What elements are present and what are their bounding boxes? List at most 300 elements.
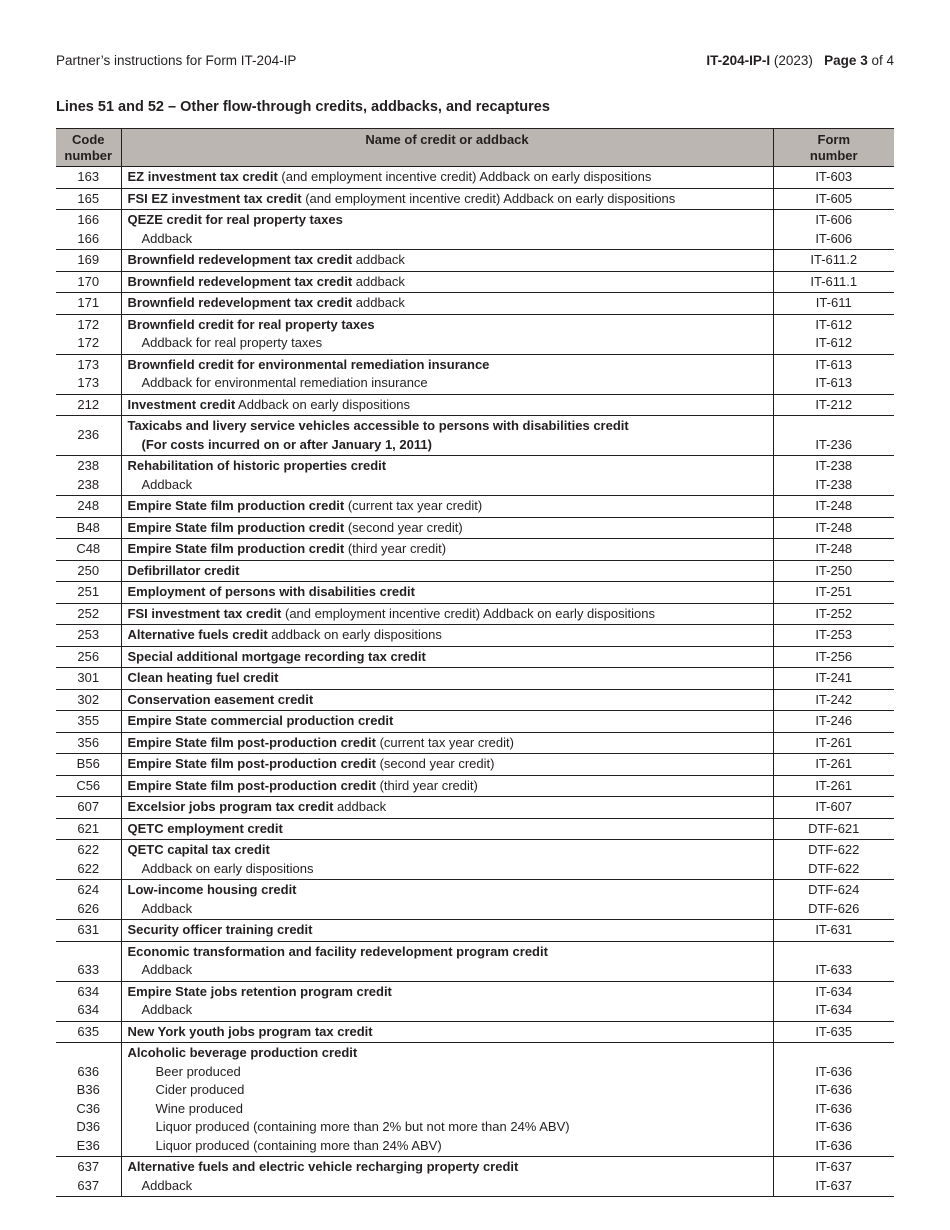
- credit-name-bold: Brownfield redevelopment tax credit: [127, 252, 353, 267]
- credit-name-line: [128, 190, 773, 209]
- form-number-cell: [773, 689, 894, 711]
- code-number: 248: [77, 498, 100, 513]
- form-number: IT-612: [815, 335, 853, 350]
- form-number-cell: [773, 920, 894, 942]
- form-number-cell: [773, 668, 894, 690]
- code-cell: [56, 1021, 121, 1043]
- credit-name-cell: [121, 271, 773, 293]
- form-number: IT-633: [815, 962, 853, 977]
- credit-name-bold: Empire State jobs retention program credit: [127, 983, 392, 999]
- code-number: 621: [77, 820, 100, 836]
- table-row: [56, 981, 894, 1021]
- credit-name-bold: Alternative fuels credit: [127, 627, 268, 642]
- credit-name-text: (third year credit): [344, 541, 447, 556]
- credit-name-cell: [121, 188, 773, 210]
- credit-name-bold: (For costs incurred on or after January 1, 2011): [141, 436, 432, 452]
- code-number: [56, 1044, 121, 1063]
- credit-name-text: (third year credit): [375, 777, 478, 793]
- credit-name-bold: Employment of persons with disabilities credit: [127, 584, 415, 599]
- form-number: IT-613: [815, 356, 853, 372]
- credit-name-text: Addback: [141, 476, 193, 492]
- form-number-cell: [773, 1043, 894, 1157]
- code-cell: [56, 668, 121, 690]
- credit-name-line: [128, 755, 773, 774]
- credit-name-cell: [121, 625, 773, 647]
- code-cell: [56, 775, 121, 797]
- code-number: 626: [77, 900, 100, 916]
- credit-name-cell: [121, 840, 773, 880]
- code-number: 634: [77, 1002, 100, 1017]
- table-row: [56, 394, 894, 416]
- credit-name-line: [128, 1137, 773, 1156]
- credit-name-bold: Taxicabs and livery service vehicles accessible to persons with disabilities credit: [127, 418, 629, 433]
- credit-name-text: Addback: [141, 962, 193, 977]
- credit-name-line: [128, 1063, 773, 1082]
- table-row: [56, 603, 894, 625]
- credit-name-cell: [121, 539, 773, 561]
- form-number: IT-212: [815, 396, 853, 412]
- credit-name-text: Liquor produced (containing more than 24% ABV): [155, 1137, 442, 1153]
- form-number-cell: [773, 1157, 894, 1197]
- table-row: [56, 732, 894, 754]
- credit-name-text: addback: [352, 252, 405, 267]
- code-number: 171: [77, 295, 100, 310]
- form-number: IT-261: [815, 756, 853, 771]
- code-number: B36: [76, 1082, 100, 1097]
- credit-name-text: Addback: [141, 1177, 193, 1193]
- code-cell: [56, 539, 121, 561]
- code-number: 163: [77, 169, 100, 184]
- form-number-cell: [773, 539, 894, 561]
- table-row: [56, 775, 894, 797]
- credit-name-cell: [121, 314, 773, 354]
- code-cell: [56, 1043, 121, 1157]
- credit-name-cell: [121, 880, 773, 920]
- form-number: IT-238: [815, 458, 853, 473]
- credit-name-bold: QEZE credit for real property taxes: [127, 212, 343, 227]
- credit-name-cell: [121, 354, 773, 394]
- form-number: IT-606: [815, 212, 853, 227]
- form-number: IT-611.2: [810, 252, 858, 267]
- code-cell: [56, 818, 121, 840]
- table-row: [56, 880, 894, 920]
- credit-name-cell: [121, 496, 773, 518]
- table-row: [56, 456, 894, 496]
- code-cell: [56, 314, 121, 354]
- credit-name-bold: Brownfield credit for environmental remediation insurance: [127, 356, 490, 372]
- code-cell: [56, 646, 121, 668]
- table-row: [56, 646, 894, 668]
- credit-name-cell: [121, 1157, 773, 1197]
- credit-name-line: [128, 626, 773, 645]
- table-row: [56, 354, 894, 394]
- credit-name-bold: Special additional mortgage recording tax credit: [127, 648, 426, 664]
- code-cell: [56, 941, 121, 981]
- form-number-cell: [773, 981, 894, 1021]
- form-number-cell: [773, 582, 894, 604]
- credit-name-line: [128, 669, 773, 688]
- form-number: IT-634: [815, 983, 853, 999]
- code-number: 166: [77, 230, 100, 246]
- credit-name-cell: [121, 293, 773, 315]
- credit-name-bold: Alcoholic beverage production credit: [127, 1045, 358, 1060]
- code-number: 355: [77, 713, 100, 728]
- credit-name-line: [128, 436, 773, 455]
- page-label: Page 3: [824, 53, 868, 68]
- code-number: 236: [77, 427, 100, 443]
- form-number: IT-261: [815, 734, 853, 750]
- table-row: [56, 1043, 894, 1157]
- credit-name-line: [128, 648, 773, 667]
- table-row: [56, 689, 894, 711]
- table-row: [56, 1021, 894, 1043]
- credit-name-line: [128, 605, 773, 624]
- credit-name-line: [128, 168, 773, 187]
- credit-name-line: [128, 562, 773, 581]
- credit-name-cell: [121, 167, 773, 189]
- column-header-form-line: number: [809, 148, 858, 163]
- code-cell: [56, 625, 121, 647]
- credit-name-line: [128, 881, 773, 900]
- credit-name-cell: [121, 210, 773, 250]
- code-number: 170: [77, 273, 100, 289]
- form-number-cell: [773, 394, 894, 416]
- table-row: [56, 293, 894, 315]
- credit-name-bold: Empire State film post-production credit: [127, 777, 376, 793]
- credit-name-bold: Alternative fuels and electric vehicle recharging property credit: [127, 1159, 519, 1174]
- code-number: 165: [77, 190, 100, 206]
- code-cell: [56, 496, 121, 518]
- credit-name-cell: [121, 981, 773, 1021]
- credit-name-cell: [121, 668, 773, 690]
- form-id: IT-204-IP-I: [706, 53, 771, 68]
- credit-name-line: [128, 983, 773, 1002]
- credit-name-cell: [121, 797, 773, 819]
- credit-name-bold: Low-income housing credit: [127, 882, 297, 897]
- code-number: 238: [77, 476, 100, 492]
- form-number-cell: [773, 517, 894, 539]
- code-number: 301: [77, 670, 100, 685]
- credit-name-cell: [121, 1043, 773, 1157]
- form-number-cell: [773, 354, 894, 394]
- credit-name-cell: [121, 394, 773, 416]
- credit-name-bold: QETC capital tax credit: [127, 842, 270, 857]
- form-number: IT-636: [815, 1063, 853, 1079]
- code-number: B56: [76, 756, 100, 771]
- code-number: 169: [77, 252, 100, 267]
- code-cell: [56, 1157, 121, 1197]
- form-number-cell: [773, 941, 894, 981]
- credit-name-line: [128, 961, 773, 980]
- credit-name-text: addback: [333, 799, 387, 814]
- code-cell: [56, 188, 121, 210]
- form-number: IT-242: [815, 691, 853, 707]
- form-number: [774, 417, 895, 436]
- form-number: IT-636: [815, 1082, 853, 1097]
- form-number-cell: [773, 271, 894, 293]
- credit-name-text: Addback: [141, 230, 193, 246]
- credit-name-line: [128, 211, 773, 230]
- table-row: [56, 668, 894, 690]
- form-number: [774, 1044, 895, 1063]
- form-number-cell: [773, 250, 894, 272]
- credit-name-cell: [121, 416, 773, 456]
- credit-name-cell: [121, 920, 773, 942]
- credit-name-text: Addback: [141, 1002, 193, 1017]
- credit-name-bold: Excelsior jobs program tax credit: [127, 799, 334, 814]
- table-row: [56, 840, 894, 880]
- code-cell: [56, 754, 121, 776]
- form-number: IT-250: [815, 562, 853, 578]
- credit-name-cell: [121, 818, 773, 840]
- form-number-cell: [773, 416, 894, 456]
- credit-name-line: [128, 734, 773, 753]
- credit-name-line: [128, 777, 773, 796]
- credit-name-cell: [121, 603, 773, 625]
- form-year: (2023): [773, 53, 813, 68]
- credit-name-text: Liquor produced (containing more than 2% but not more than 24% ABV): [155, 1119, 570, 1134]
- table-row: [56, 818, 894, 840]
- credit-name-line: [128, 900, 773, 919]
- credit-name-cell: [121, 582, 773, 604]
- credit-name-cell: [121, 711, 773, 733]
- code-number: 252: [77, 605, 100, 621]
- table-row: [56, 416, 894, 456]
- form-number-cell: [773, 560, 894, 582]
- form-number-cell: [773, 625, 894, 647]
- table-row: [56, 188, 894, 210]
- page-header-form-info: [706, 53, 894, 68]
- code-number: 637: [77, 1159, 100, 1174]
- form-number-cell: [773, 732, 894, 754]
- credit-name-bold: FSI EZ investment tax credit: [127, 190, 302, 206]
- table-body: [56, 167, 894, 1197]
- code-cell: [56, 689, 121, 711]
- credit-name-line: [128, 230, 773, 249]
- table-row: [56, 754, 894, 776]
- code-number: C48: [76, 541, 101, 556]
- credit-name-line: [128, 1023, 773, 1042]
- code-number: C56: [76, 777, 101, 793]
- credit-name-bold: Empire State film production credit: [127, 498, 345, 513]
- code-number: 636: [77, 1063, 100, 1079]
- code-number: 172: [77, 316, 100, 332]
- credit-name-line: [128, 798, 773, 817]
- credit-name-bold: Defibrillator credit: [127, 562, 240, 578]
- table-row: [56, 517, 894, 539]
- form-number: IT-261: [815, 777, 853, 793]
- code-cell: [56, 797, 121, 819]
- code-number: 624: [77, 882, 100, 897]
- form-number-cell: [773, 840, 894, 880]
- table-header-row: [56, 129, 894, 167]
- form-number: IT-611: [815, 295, 852, 310]
- form-number-cell: [773, 603, 894, 625]
- code-cell: [56, 210, 121, 250]
- code-cell: [56, 840, 121, 880]
- form-number: IT-637: [815, 1159, 853, 1174]
- credit-name-text: (and employment incentive credit) Addback on early dispositions: [281, 605, 655, 621]
- credit-name-line: [128, 519, 773, 538]
- credit-name-bold: FSI investment tax credit: [127, 605, 282, 621]
- table-row: [56, 1157, 894, 1197]
- form-number-cell: [773, 818, 894, 840]
- credit-name-line: [128, 841, 773, 860]
- form-number: IT-252: [815, 605, 853, 621]
- form-number-cell: [773, 754, 894, 776]
- credit-name-text: Addback for environmental remediation insurance: [141, 375, 428, 390]
- credit-name-bold: New York youth jobs program tax credit: [127, 1023, 373, 1039]
- credit-name-line: [128, 334, 773, 353]
- form-number: IT-238: [815, 476, 853, 492]
- code-cell: [56, 456, 121, 496]
- code-number: [56, 943, 121, 962]
- form-number-cell: [773, 188, 894, 210]
- code-cell: [56, 981, 121, 1021]
- credit-name-line: [128, 943, 773, 962]
- form-number-cell: [773, 775, 894, 797]
- code-cell: [56, 920, 121, 942]
- code-number: C36: [76, 1100, 101, 1116]
- credit-name-bold: EZ investment tax credit: [127, 169, 278, 184]
- form-number: IT-635: [815, 1023, 853, 1039]
- table-row: [56, 625, 894, 647]
- form-number-cell: [773, 646, 894, 668]
- code-number: 251: [77, 584, 100, 599]
- code-number: 622: [77, 860, 100, 876]
- credit-name-cell: [121, 646, 773, 668]
- column-header-code-line: Code: [72, 132, 105, 147]
- table-row: [56, 797, 894, 819]
- form-number: IT-253: [815, 627, 853, 642]
- credit-name-bold: Empire State film post-production credit: [127, 756, 376, 771]
- code-cell: [56, 711, 121, 733]
- code-cell: [56, 293, 121, 315]
- code-number: 633: [77, 962, 100, 977]
- form-number: IT-612: [815, 316, 853, 332]
- code-number: 607: [77, 799, 100, 814]
- credit-name-line: [128, 540, 773, 559]
- credit-name-bold: Rehabilitation of historic properties credit: [127, 458, 387, 473]
- credit-name-text: Beer produced: [155, 1063, 241, 1079]
- credit-name-line: [128, 497, 773, 516]
- code-number: 634: [77, 983, 100, 999]
- form-number: IT-636: [815, 1137, 853, 1153]
- code-number: 622: [77, 842, 100, 857]
- form-number-cell: [773, 456, 894, 496]
- form-number: DTF-622: [808, 860, 860, 876]
- credit-name-line: [128, 1100, 773, 1119]
- credit-name-cell: [121, 517, 773, 539]
- credit-name-line: [128, 417, 773, 436]
- form-number: DTF-622: [808, 842, 860, 857]
- credit-name-line: [128, 1081, 773, 1100]
- credit-name-text: addback: [352, 273, 405, 289]
- table-row: [56, 271, 894, 293]
- credit-name-line: [128, 251, 773, 270]
- credit-name-bold: Economic transformation and facility redevelopment program credit: [127, 943, 548, 959]
- credit-name-cell: [121, 560, 773, 582]
- form-number: IT-236: [815, 436, 853, 452]
- credit-name-line: [128, 316, 773, 335]
- code-number: 250: [77, 562, 100, 578]
- code-cell: [56, 250, 121, 272]
- table-row: [56, 711, 894, 733]
- credit-name-line: [128, 356, 773, 375]
- credit-name-cell: [121, 689, 773, 711]
- table-row: [56, 167, 894, 189]
- page-header-title: Partner’s instructions for Form IT-204-IP: [56, 53, 297, 68]
- form-number-cell: [773, 210, 894, 250]
- form-number: [774, 943, 895, 962]
- form-number-cell: [773, 1021, 894, 1043]
- credit-name-bold: Empire State film post-production credit: [127, 734, 376, 750]
- credit-name-bold: Empire State commercial production credit: [127, 713, 394, 728]
- credit-name-cell: [121, 941, 773, 981]
- credit-name-line: [128, 294, 773, 313]
- table-row: [56, 314, 894, 354]
- form-number: IT-605: [815, 190, 853, 206]
- credit-name-text: addback: [352, 295, 405, 310]
- code-cell: [56, 603, 121, 625]
- code-cell: [56, 582, 121, 604]
- form-number: IT-603: [815, 169, 853, 184]
- column-header-form-line: Form: [817, 132, 850, 147]
- form-number: IT-248: [815, 541, 853, 556]
- form-number: IT-637: [815, 1177, 853, 1193]
- form-number: IT-246: [815, 713, 853, 728]
- form-number: IT-634: [815, 1002, 853, 1017]
- form-number-cell: [773, 293, 894, 315]
- column-header-name: Name of credit or addback: [121, 129, 773, 167]
- credit-name-text: Cider produced: [155, 1082, 245, 1097]
- credit-name-line: [128, 1044, 773, 1063]
- code-number: 631: [77, 922, 100, 937]
- credit-name-line: [128, 1118, 773, 1137]
- credit-name-line: [128, 457, 773, 476]
- credit-name-text: Addback: [141, 900, 193, 916]
- credit-name-line: [128, 476, 773, 495]
- credit-name-cell: [121, 1021, 773, 1043]
- table-row: [56, 941, 894, 981]
- table-row: [56, 539, 894, 561]
- code-number: 238: [77, 458, 100, 473]
- credits-table: [56, 128, 894, 1197]
- code-number: 356: [77, 734, 100, 750]
- table-row: [56, 560, 894, 582]
- code-cell: [56, 880, 121, 920]
- section-title: Lines 51 and 52 – Other flow-through credits, addbacks, and recaptures: [56, 99, 550, 115]
- credit-name-bold: Brownfield credit for real property taxes: [127, 316, 375, 332]
- form-number-cell: [773, 711, 894, 733]
- table-row: [56, 250, 894, 272]
- table-row: [56, 210, 894, 250]
- code-cell: [56, 271, 121, 293]
- form-number: IT-636: [815, 1119, 853, 1134]
- form-number: IT-248: [815, 519, 853, 535]
- column-header-code: [56, 129, 121, 167]
- page-of: of 4: [871, 53, 894, 68]
- form-number-cell: [773, 880, 894, 920]
- table-row: [56, 582, 894, 604]
- code-number: 172: [77, 335, 100, 350]
- credit-name-text: Addback for real property taxes: [141, 335, 323, 350]
- credit-name-text: (current tax year credit): [344, 498, 483, 513]
- code-number: D36: [76, 1119, 101, 1134]
- credit-name-cell: [121, 250, 773, 272]
- form-number-cell: [773, 314, 894, 354]
- form-number: IT-611.1: [810, 273, 858, 289]
